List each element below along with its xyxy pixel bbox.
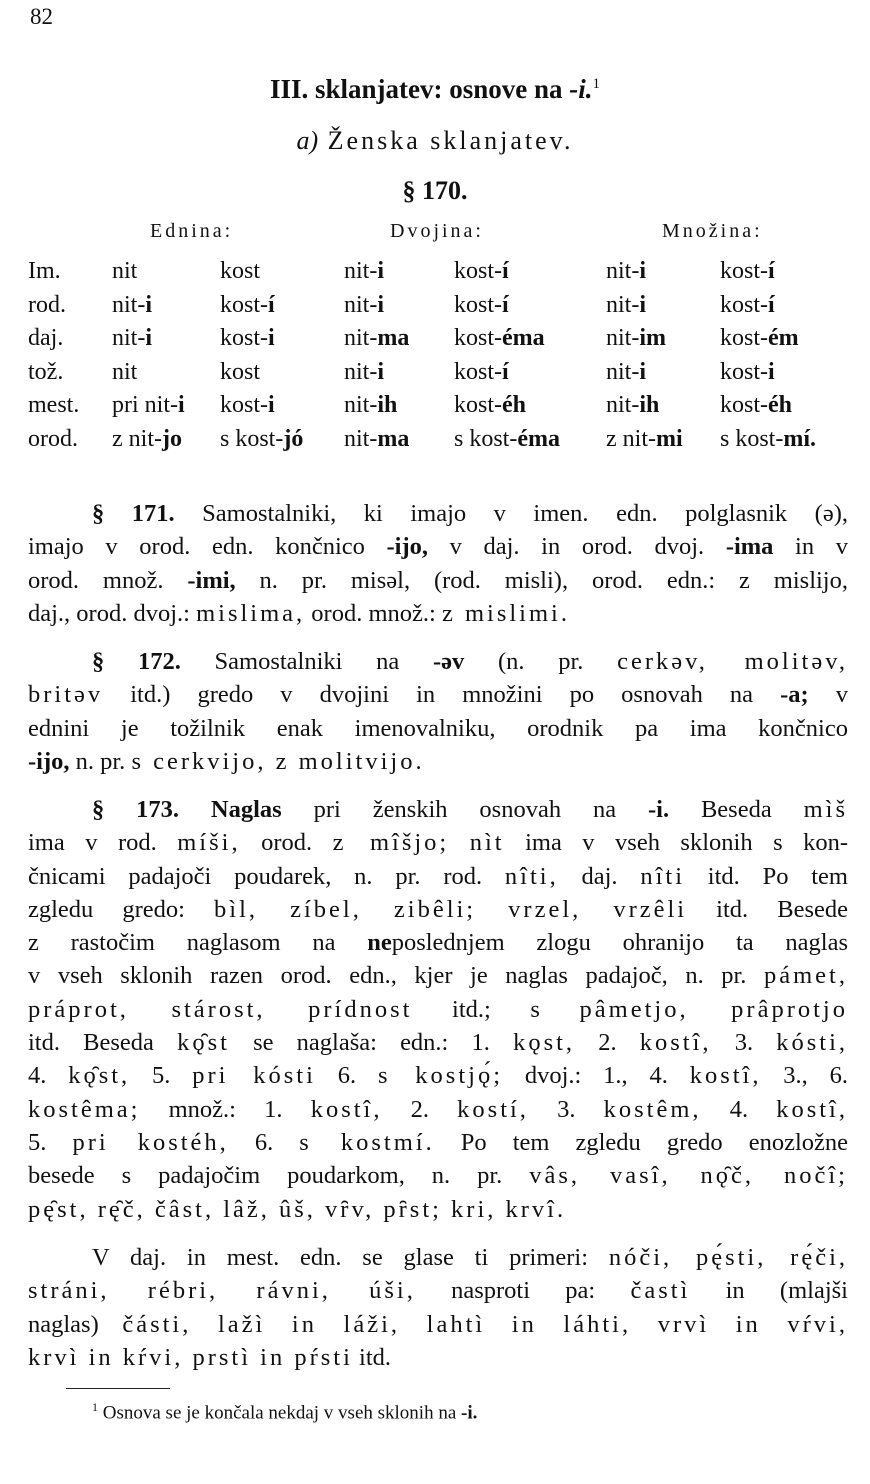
spaced-example: kostêm, <box>603 1095 702 1123</box>
spaced-example: stráni, rébri, rávni, úši, <box>28 1277 416 1305</box>
bold-text: ne <box>367 929 392 957</box>
cell-ending: í <box>502 358 509 385</box>
bold-text: -əv <box>433 648 465 675</box>
spaced-example: kǫ̑st, <box>68 1062 131 1090</box>
cell-ending: éh <box>768 392 792 418</box>
bold-text: § 173. <box>92 796 180 823</box>
text-run: orod. <box>240 829 333 857</box>
text-run: 6. <box>228 1128 300 1156</box>
spaced-example: britəv <box>28 681 104 709</box>
text-run: itd.; s <box>412 995 580 1023</box>
spaced-example: cerkəv, molitəv, <box>617 648 849 675</box>
cell-ending: i <box>639 358 646 385</box>
cell-stem: tož. <box>28 358 64 385</box>
cell-ending: ih <box>377 392 398 418</box>
spaced-example: pâmetjo, prâprotjo <box>579 995 848 1023</box>
cell-stem: s kost- <box>220 425 284 452</box>
text-line <box>28 497 848 530</box>
table-cell <box>720 426 816 453</box>
cell-stem: Im. <box>28 258 61 284</box>
cell-stem: s kost- <box>454 425 518 452</box>
cell-stem: kost- <box>220 291 268 318</box>
case-label <box>28 325 63 352</box>
text-line <box>28 1059 848 1092</box>
cell-stem: kost- <box>220 325 268 351</box>
cell-stem: nit- <box>344 325 378 351</box>
spaced-example: kostî, <box>310 1095 383 1123</box>
text-run: Po tem zgledu gredo enozložne <box>434 1128 848 1156</box>
spaced-example: kǫ̑st <box>177 1029 230 1057</box>
text-run: ima v rod. <box>28 829 178 857</box>
spaced-example: častì <box>630 1277 691 1305</box>
text-run: nasproti pa: <box>415 1277 631 1305</box>
table-cell <box>344 426 409 453</box>
text-run: orod. množ.: <box>305 599 442 627</box>
table-cell <box>220 292 275 319</box>
cell-ending: éma <box>517 425 560 452</box>
cell-stem: rod. <box>28 291 66 318</box>
text-line <box>28 678 848 711</box>
text-line <box>28 826 848 859</box>
text-run: daj. <box>558 862 641 890</box>
table-cell <box>454 325 545 352</box>
text-run: v vseh sklonih razen orod. edn., kjer je naglas padajoč, n. pr. <box>28 962 764 990</box>
table-cell <box>344 325 409 352</box>
spaced-example: s kostmí. <box>299 1128 435 1156</box>
text-line <box>28 993 848 1026</box>
table-cell <box>720 325 799 352</box>
subtitle-letter: a) <box>296 126 319 155</box>
text-run: in v <box>773 533 848 561</box>
cell-stem: kost- <box>720 392 768 418</box>
table-cell <box>112 258 137 285</box>
cell-ending: jo <box>161 425 182 452</box>
cell-ending: i <box>268 325 275 351</box>
table-cell <box>720 292 775 319</box>
text-run: orod. množ. <box>28 566 188 594</box>
cell-ending: i <box>377 258 384 284</box>
text-run: itd. Besede <box>687 895 848 923</box>
spaced-example: pámet, <box>764 962 848 990</box>
spaced-example: kostî, <box>776 1095 848 1123</box>
table-cell <box>112 325 152 352</box>
text-line <box>28 1274 848 1307</box>
table-cell <box>220 325 275 352</box>
cell-stem: daj. <box>28 325 64 351</box>
spaced-example: kósti, <box>776 1029 849 1057</box>
cell-ending: i <box>145 325 152 351</box>
text-run <box>179 796 211 823</box>
spaced-example: z mîšjo; <box>332 829 450 857</box>
cell-stem: s kost- <box>720 425 784 452</box>
spaced-example: nîti, <box>504 862 559 890</box>
cell-stem: z nit- <box>606 425 656 452</box>
cell-ending: ma <box>377 325 410 351</box>
cell-ending: í <box>502 291 509 318</box>
spaced-example: s cerkvijo, z molitvijo. <box>131 747 425 775</box>
spaced-example: bìl, zíbel, zibêli; vrzel, vrzêli <box>214 895 688 923</box>
cell-stem: orod. <box>28 425 78 452</box>
text-line <box>28 1193 848 1226</box>
text-run: se naglaša: edn.: 1. <box>229 1029 514 1057</box>
table-cell <box>720 258 775 285</box>
table-cell <box>454 392 526 419</box>
cell-stem: kost- <box>720 358 768 385</box>
table-cell <box>454 258 509 285</box>
case-label <box>28 426 78 453</box>
text-line <box>28 1093 848 1126</box>
text-run: pri ženskih osnovah na <box>281 796 648 823</box>
text-line <box>28 1026 848 1059</box>
text-run: naglas) <box>28 1310 123 1338</box>
spaced-example: vâs, vasî, nǫ̑č, nočî; <box>529 1162 848 1190</box>
bold-text: § 171. <box>92 500 175 527</box>
footnote <box>92 1400 477 1424</box>
cell-stem: nit- <box>112 325 146 351</box>
table-cell <box>344 392 397 419</box>
table-cell <box>344 258 384 285</box>
table-cell <box>606 292 646 319</box>
table-cell <box>720 392 792 419</box>
cell-ending: éma <box>502 325 545 351</box>
text-line <box>28 959 848 992</box>
spaced-example: míši, <box>177 829 241 857</box>
spaced-example: s kostjǫ́; <box>377 1062 504 1090</box>
table-cell <box>454 292 509 319</box>
section-number: § 170. <box>402 176 468 205</box>
cell-ending: ih <box>639 392 660 418</box>
text-run: Samostalniki na <box>180 648 433 675</box>
table-cell <box>606 426 683 453</box>
text-line <box>28 793 848 826</box>
cell-stem: nit- <box>606 358 640 385</box>
case-label <box>28 292 66 319</box>
cell-stem: kost- <box>720 258 768 284</box>
cell-ending: i <box>377 358 384 385</box>
text-run: itd. <box>352 1343 392 1371</box>
text-line <box>28 1341 848 1374</box>
cell-stem: nit- <box>344 425 378 452</box>
spaced-example: nóči, pę́sti, rę́či, <box>608 1244 849 1271</box>
cell-ending: í <box>768 291 775 318</box>
text-run: v daj. in orod. dvoj. <box>428 533 726 561</box>
cell-ending: i <box>178 392 185 418</box>
cell-stem: nit- <box>606 392 640 418</box>
text-run: itd.) gredo v dvojini in množini po osnovah na <box>103 681 781 709</box>
text-run: n. pr. misəl, (rod. misli), orod. edn.: z mislijo, <box>235 566 848 594</box>
text-line <box>28 597 848 630</box>
footnote-ref: 1 <box>592 76 601 92</box>
table-cell <box>220 426 303 453</box>
text-line <box>28 712 848 745</box>
case-label <box>28 392 79 419</box>
cell-stem: nit- <box>606 291 640 318</box>
text-line <box>28 860 848 893</box>
bold-text: -imi, <box>187 566 236 594</box>
text-line <box>28 893 848 926</box>
subtitle <box>0 126 870 156</box>
text-run: množ.: 1. <box>140 1095 311 1123</box>
cell-stem: kost- <box>454 392 502 418</box>
spaced-example: z mislimi. <box>441 599 570 627</box>
bold-text: -ijo, <box>28 747 70 775</box>
text-run: besede s padajočim poudarkom, n. pr. <box>28 1162 530 1190</box>
table-cell <box>220 359 260 386</box>
spaced-example: části, lažì in láži, lahtì in láhti, vrvì in vŕvi, <box>122 1310 848 1338</box>
title-ending: -i. <box>569 74 593 104</box>
bold-text: -ima <box>725 533 774 561</box>
cell-ending: i <box>768 358 775 385</box>
text-run: 2. <box>382 1095 458 1123</box>
cell-stem: kost <box>220 358 261 385</box>
table-cell <box>344 359 384 386</box>
cell-stem: nit <box>112 358 138 385</box>
bold-text: -i. <box>647 796 670 823</box>
cell-stem: z nit- <box>112 425 162 452</box>
footnote-rule <box>66 1388 170 1389</box>
text-run: poslednjem zlogu ohranijo ta naglas <box>391 929 848 957</box>
cell-stem: nit- <box>344 291 378 318</box>
cell-stem: nit- <box>606 258 640 284</box>
cell-ending: mí. <box>783 425 817 452</box>
bold-text: Naglas <box>210 796 282 823</box>
bold-text: § 172. <box>92 648 181 675</box>
text-line <box>28 564 848 597</box>
spaced-example: práprot, stárost, prídnost <box>28 995 413 1023</box>
table-cell <box>220 392 275 419</box>
table-cell <box>112 426 182 453</box>
spaced-example: pri kostéh, <box>72 1128 229 1156</box>
cell-ending: i <box>145 291 152 318</box>
spaced-example: kostí, <box>457 1095 529 1123</box>
cell-stem: kost- <box>454 325 502 351</box>
cell-ending: i <box>639 291 646 318</box>
spaced-example: nìt <box>469 829 505 857</box>
text-run: 4. <box>28 1062 69 1090</box>
spaced-example: kostêma; <box>28 1095 141 1123</box>
text-run: V daj. in mest. edn. se glase ti primeri: <box>92 1244 609 1271</box>
header-plural: Množina: <box>662 220 763 242</box>
text-run <box>449 829 470 856</box>
table-cell <box>606 392 659 419</box>
text-run: dvoj.: 1., 4. <box>503 1062 690 1090</box>
table-cell <box>112 359 137 386</box>
cell-stem: mest. <box>28 392 80 418</box>
page-number: 82 <box>30 4 53 29</box>
cell-stem: kost- <box>454 358 502 385</box>
text-run: daj., orod. dvoj.: <box>28 599 197 627</box>
cell-stem: nit- <box>606 325 640 351</box>
table-cell <box>606 359 646 386</box>
text-run: ednini je tožilnik enak imenovalniku, orodnik pa ima končnico <box>28 714 848 742</box>
table-cell <box>112 292 152 319</box>
title-main: III. sklanjatev: osnove na <box>269 74 570 104</box>
table-cell <box>606 258 646 285</box>
text-run: z rastočim naglasom na <box>28 929 368 957</box>
text-run: čnicami padajoči poudarek, n. pr. rod. <box>28 862 505 890</box>
bold-text: -ijo, <box>386 533 428 561</box>
cell-ending: í <box>268 291 275 318</box>
text-line <box>28 1308 848 1341</box>
header-dual: Dvojina: <box>390 220 484 242</box>
header-singular: Ednina: <box>150 220 234 242</box>
text-line <box>28 645 848 678</box>
table-cell <box>720 359 775 386</box>
cell-ending: i <box>639 258 646 284</box>
paragraph-173 <box>28 793 848 1226</box>
text-line <box>28 926 848 959</box>
paragraph-171 <box>28 497 848 630</box>
chapter-title <box>0 74 870 105</box>
case-label <box>28 359 63 386</box>
text-line <box>28 530 848 563</box>
spaced-example: pę̑st, rę̑č, čâst, lâž, ûš, vȓv, pȓst; kri, krvî. <box>28 1195 567 1223</box>
cell-stem: kost <box>220 258 261 284</box>
text-run: 6. <box>315 1062 378 1090</box>
cell-ending: mi <box>655 425 683 452</box>
cell-stem: kost- <box>454 258 502 284</box>
cell-ending: jó <box>283 425 304 452</box>
bold-text: -a; <box>780 681 809 709</box>
text-run: imajo v orod. edn. končnico <box>28 533 387 561</box>
cell-stem: kost- <box>220 392 268 418</box>
cell-ending: ém <box>768 325 799 351</box>
text-run: 3., 6. <box>761 1062 848 1090</box>
cell-stem: nit <box>112 258 138 284</box>
spaced-example: mìš <box>803 796 849 823</box>
text-run: 3. <box>711 1029 777 1057</box>
cell-stem: nit- <box>112 291 146 318</box>
text-run: 5. <box>28 1128 73 1156</box>
footnote-mark: 1 <box>92 1400 98 1414</box>
cell-stem: nit- <box>344 392 378 418</box>
text-line <box>28 1126 848 1159</box>
spaced-example: krvì in kŕvi, prstì in pŕsti <box>28 1343 353 1371</box>
cell-stem: kost- <box>720 325 768 351</box>
cell-stem: kost- <box>720 291 768 318</box>
table-cell <box>454 359 509 386</box>
cell-ending: í <box>768 258 775 284</box>
footnote-ending: -i. <box>461 1402 478 1424</box>
spaced-example: kostî, <box>689 1062 762 1090</box>
text-run: v <box>808 681 848 709</box>
text-run: Samostalniki, ki imajo v imen. edn. polglasnik (ə), <box>174 500 849 527</box>
text-run: 5. <box>130 1062 193 1090</box>
text-run: in (mlajši <box>690 1277 848 1305</box>
text-run: 3. <box>528 1095 604 1123</box>
spaced-example: pri kósti <box>192 1062 316 1090</box>
footnote-text: Osnova se je končala nekdaj v vseh sklonih na <box>98 1402 462 1424</box>
text-run: ima v vseh sklonih s kon- <box>504 829 848 857</box>
cell-ending: i <box>268 392 275 418</box>
cell-ending: im <box>639 325 666 351</box>
table-cell <box>112 392 185 419</box>
text-run: 2. <box>575 1029 640 1057</box>
spaced-example: kǫst, <box>513 1029 576 1057</box>
cell-stem: kost- <box>454 291 502 318</box>
cell-stem: pri nit- <box>112 392 178 418</box>
paragraph-dative-locative <box>28 1241 848 1374</box>
text-run: zgledu gredo: <box>28 895 215 923</box>
text-line <box>28 1159 848 1192</box>
table-cell <box>606 325 666 352</box>
cell-ending: ma <box>377 425 410 452</box>
spaced-example: kostî, <box>639 1029 712 1057</box>
cell-stem: nit- <box>344 358 378 385</box>
cell-ending: í <box>502 258 509 284</box>
text-run: n. pr. <box>69 747 132 775</box>
spaced-example: mislima, <box>196 599 306 627</box>
text-line <box>28 745 848 778</box>
table-cell <box>344 292 384 319</box>
text-run: 4. <box>701 1095 777 1123</box>
text-line <box>28 1241 848 1274</box>
text-run: itd. Po tem <box>685 862 848 890</box>
text-run: Beseda <box>669 796 804 823</box>
case-label <box>28 258 61 285</box>
subtitle-text: Ženska sklanjatev. <box>318 126 574 155</box>
spaced-example: nîti <box>640 862 686 890</box>
text-run: (n. pr. <box>464 648 618 675</box>
table-cell <box>220 258 260 285</box>
cell-ending: éh <box>502 392 526 418</box>
paragraph-172 <box>28 645 848 778</box>
cell-stem: nit- <box>344 258 378 284</box>
text-run: itd. Beseda <box>28 1029 178 1057</box>
cell-ending: i <box>377 291 384 318</box>
table-cell <box>454 426 560 453</box>
